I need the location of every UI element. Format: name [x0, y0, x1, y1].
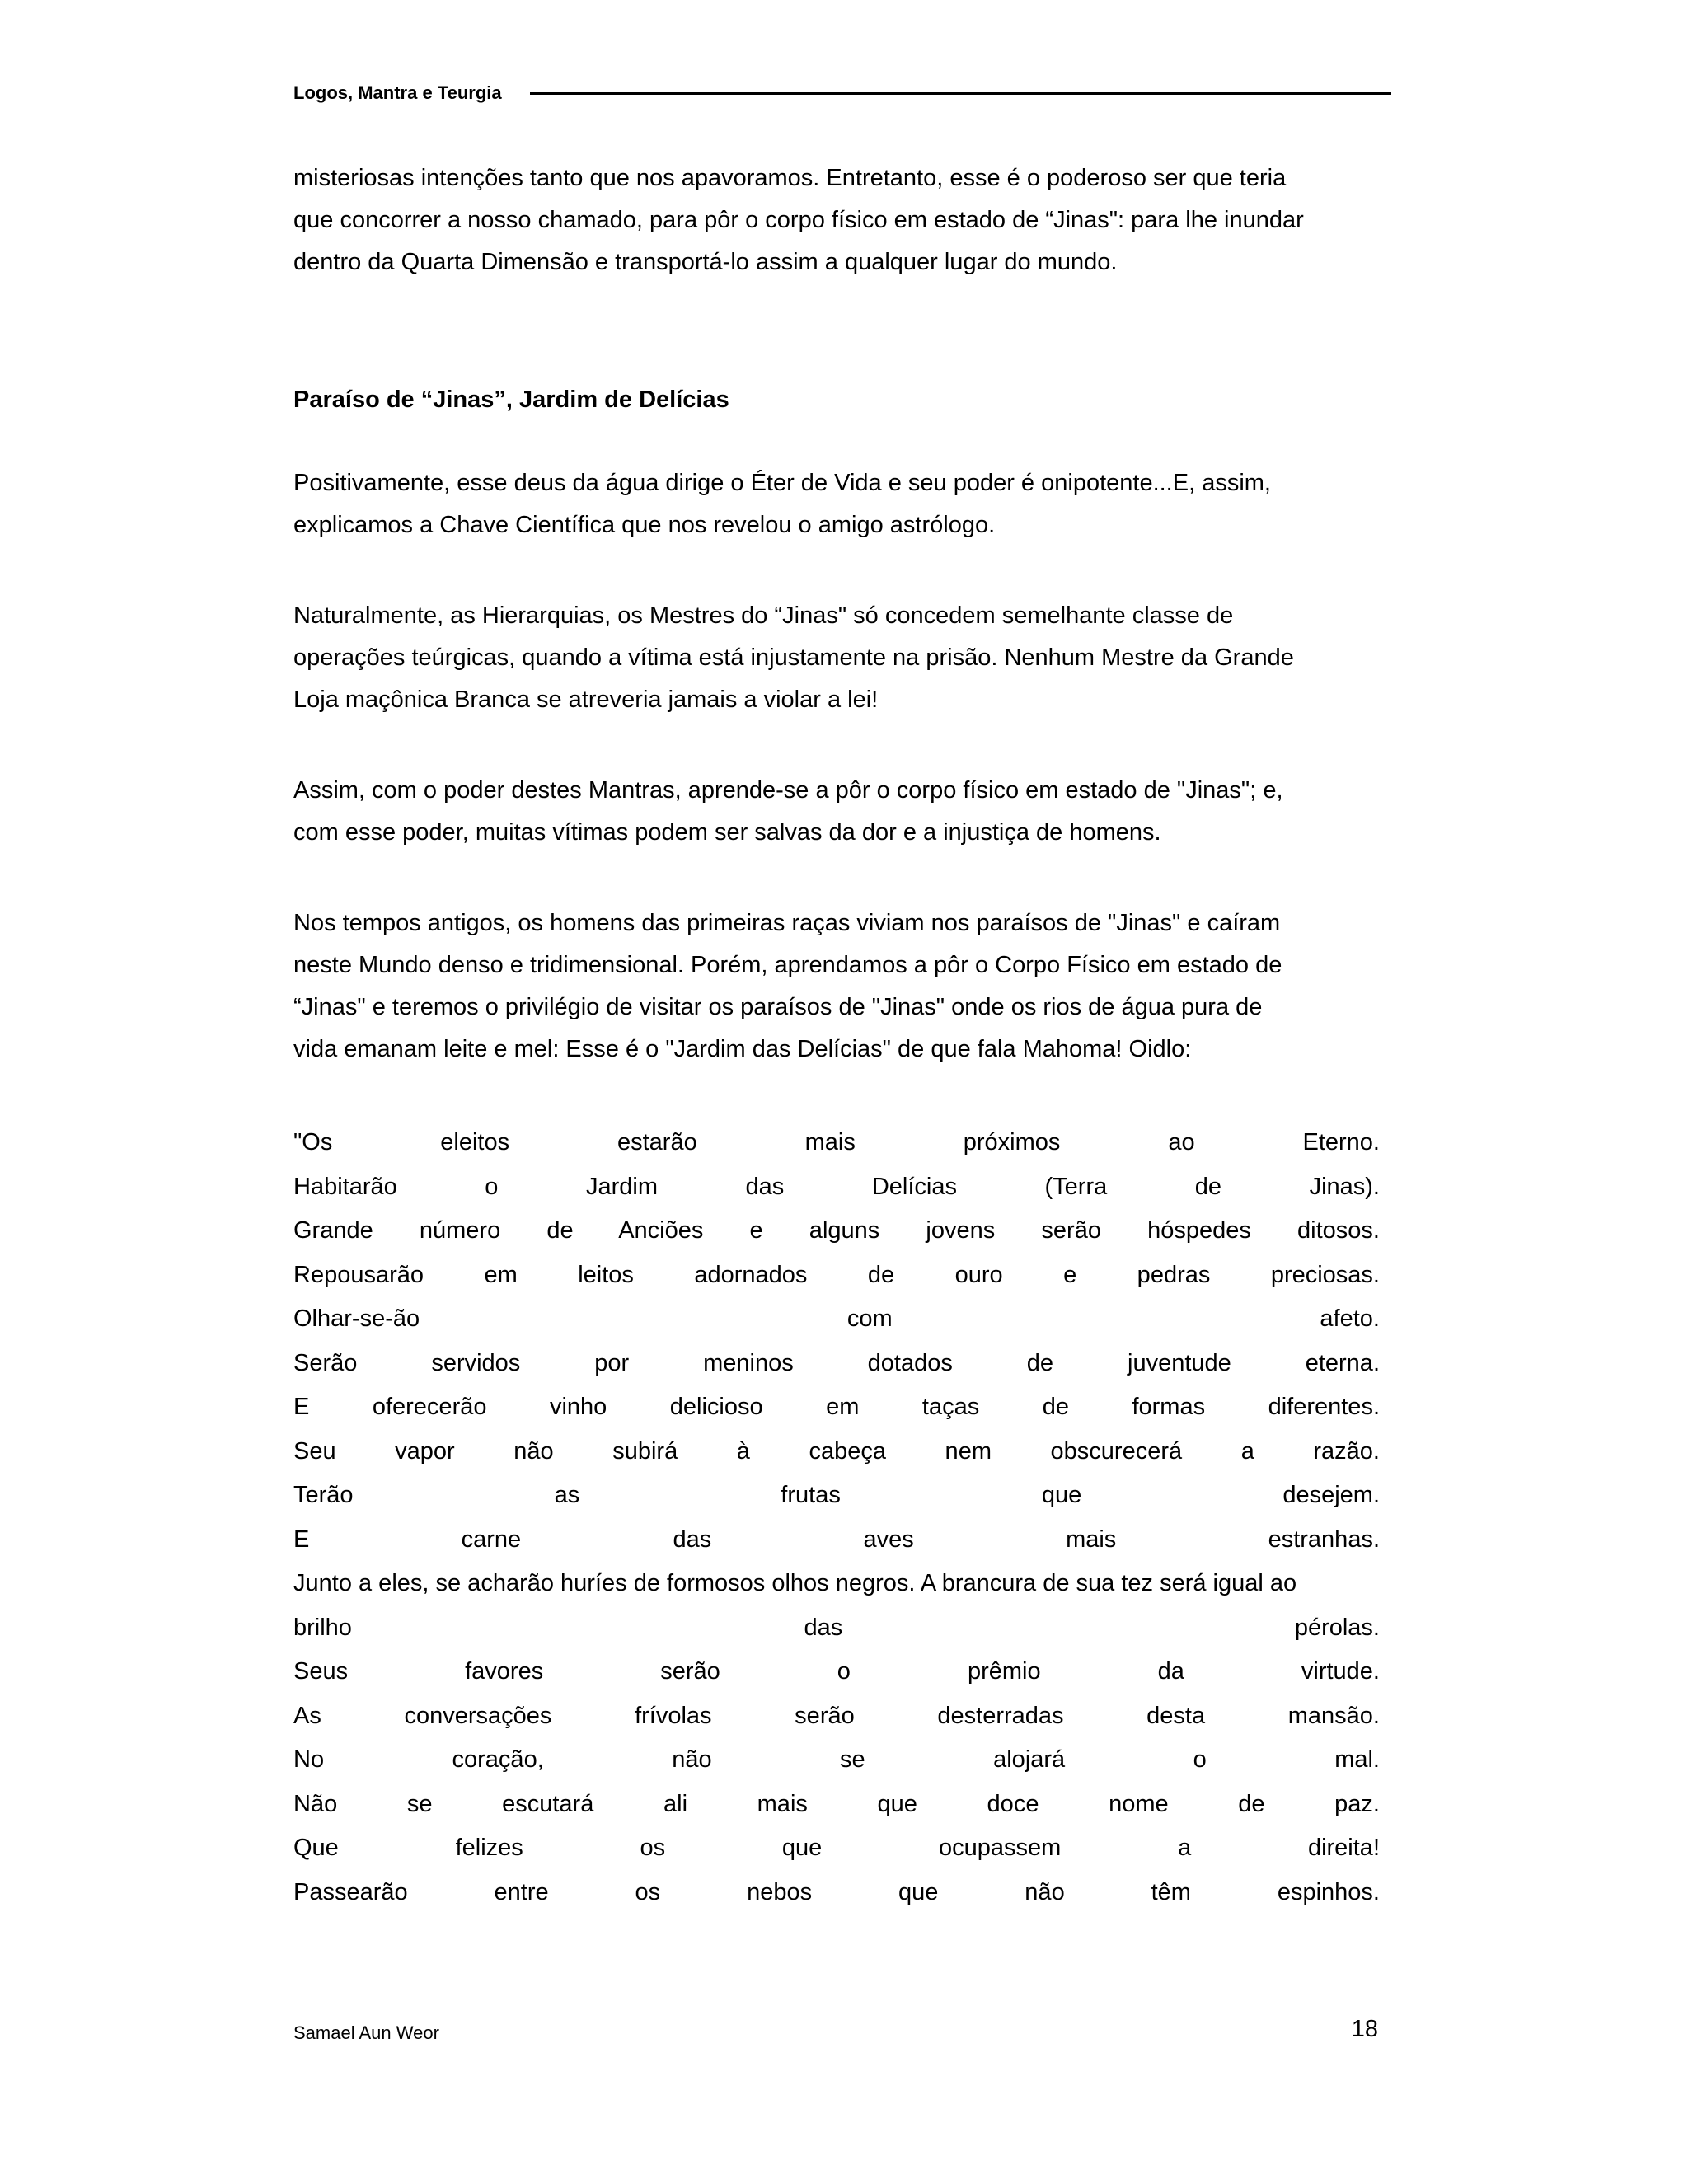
text-line: Positivamente, esse deus da água dirige o Éter de Vida e seu poder é onipotente...E, assim, [293, 470, 1271, 496]
text-line: Assim, com o poder destes Mantras, aprende-se a pôr o corpo físico em estado de "Jinas"; e, [293, 777, 1283, 804]
quote-line: No coração, não se alojará o mal. [293, 1746, 1380, 1773]
text-line: Naturalmente, as Hierarquias, os Mestres do “Jinas" só concedem semelhante classe de [293, 602, 1234, 629]
quote-line: Repousarão em leitos adornados de ouro e pedras preciosas. [293, 1261, 1380, 1288]
text-line: Nos tempos antigos, os homens das primeiras raças viviam nos paraísos de "Jinas" e caíram [293, 910, 1281, 936]
quote-line: brilho das pérolas. [293, 1614, 1380, 1641]
section-heading: Paraíso de “Jinas”, Jardim de Delícias [293, 387, 729, 413]
quote-line: Passearão entre os nebos que não têm espinhos. [293, 1878, 1380, 1905]
text-line: “Jinas" e teremos o privilégio de visitar os paraísos de "Jinas" onde os rios de água pura de [293, 994, 1263, 1020]
text-line: que concorrer a nosso chamado, para pôr o corpo físico em estado de “Jinas": para lhe inundar [293, 207, 1304, 233]
quote-line: Terão as frutas que desejem. [293, 1482, 1380, 1508]
quote-line: Que felizes os que ocupassem a direita! [293, 1835, 1380, 1861]
quote-line: Não se escutará ali mais que doce nome de paz. [293, 1790, 1380, 1817]
paragraph [293, 595, 1380, 721]
quote-line: As conversações frívolas serão desterradas desta mansão. [293, 1702, 1380, 1729]
quote-line: E oferecerão vinho delicioso em taças de formas diferentes. [293, 1394, 1380, 1420]
paragraph [293, 462, 1380, 546]
paragraph [293, 902, 1380, 1071]
text-line: dentro da Quarta Dimensão e transportá-lo assim a qualquer lugar do mundo. [293, 249, 1118, 275]
quote-line: Seus favores serão o prêmio da virtude. [293, 1658, 1380, 1685]
paragraph [293, 770, 1380, 854]
quote-line: Grande número de Anciões e alguns jovens serão hóspedes ditosos. [293, 1217, 1380, 1244]
header-rule [530, 92, 1391, 95]
running-header [293, 79, 1391, 107]
quote-line: Olhar-se-ão com afeto. [293, 1305, 1380, 1332]
body-text [293, 157, 1380, 1915]
text-line: Loja maçônica Branca se atreveria jamais a violar a lei! [293, 687, 879, 713]
quote-line: Habitarão o Jardim das Delícias (Terra de Jinas). [293, 1173, 1380, 1200]
footer-author: Samael Aun Weor [293, 2022, 439, 2043]
text-line: operações teúrgicas, quando a vítima está injustamente na prisão. Nenhum Mestre da Grande [293, 644, 1294, 671]
quotation-block [293, 1122, 1380, 1915]
text-line: misteriosas intenções tanto que nos apavoramos. Entretanto, esse é o poderoso ser que teria [293, 165, 1287, 191]
text-line: explicamos a Chave Científica que nos revelou o amigo astrólogo. [293, 512, 996, 538]
intro-paragraph [293, 157, 1380, 284]
quote-line: "Os eleitos estarão mais próximos ao Eterno. [293, 1129, 1380, 1155]
text-line: com esse poder, muitas vítimas podem ser salvas da dor e a injustiça de homens. [293, 819, 1161, 846]
header-title: Logos, Mantra e Teurgia [293, 82, 502, 103]
quote-line: Junto a eles, se acharão huríes de formosos olhos negros. A brancura de sua tez será igual ao [293, 1570, 1297, 1596]
text-line: neste Mundo denso e tridimensional. Porém, aprendamos a pôr o Corpo Físico em estado de [293, 952, 1282, 978]
quote-line: Serão servidos por meninos dotados de juventude eterna. [293, 1349, 1380, 1376]
quote-line: E carne das aves mais estranhas. [293, 1526, 1380, 1553]
text-line: vida emanam leite e mel: Esse é o "Jardim das Delícias" de que fala Mahoma! Oidlo: [293, 1036, 1192, 1062]
page-number: 18 [1351, 2016, 1378, 2042]
quote-line: Seu vapor não subirá à cabeça nem obscurecerá a razão. [293, 1437, 1380, 1465]
